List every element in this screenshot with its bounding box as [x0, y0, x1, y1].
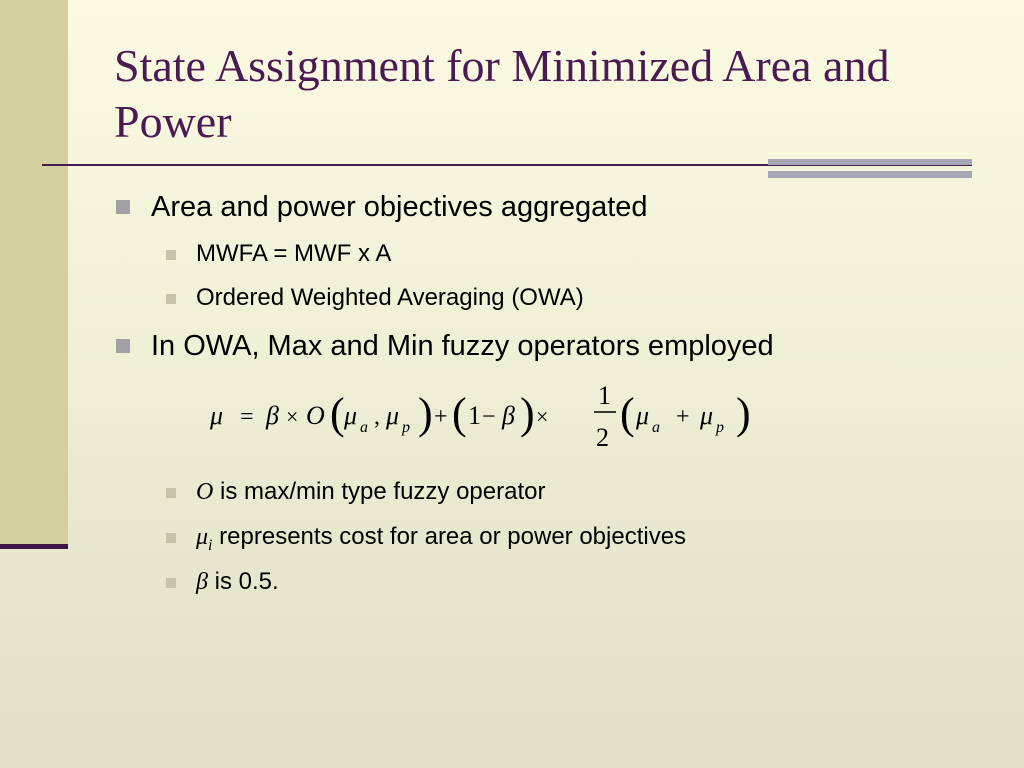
accent-bar-top: [768, 159, 972, 165]
formula-paren-close: ): [520, 389, 535, 438]
bullet-square-icon: [116, 200, 130, 214]
sub-bullet-text: [196, 522, 686, 561]
sub-bullet-text: [196, 567, 279, 597]
formula-sub-a: a: [360, 419, 368, 436]
sub-bullet-square-icon: [166, 578, 176, 588]
formula-sub-p: p: [716, 419, 724, 436]
formula-paren-close: ): [418, 389, 433, 438]
sub-bullet-square-icon: [166, 488, 176, 498]
formula-frac-num: 1: [598, 381, 611, 410]
operator-o-symbol: O: [196, 479, 214, 505]
formula-mu: μ: [210, 401, 224, 430]
formula-times: ×: [286, 404, 299, 429]
sub-bullet-square-icon: [166, 533, 176, 543]
formula-beta: β: [502, 401, 515, 430]
owa-formula: [206, 376, 766, 456]
mu-subscript: i: [208, 536, 213, 554]
bullet-text: Area and power objectives aggregated: [151, 191, 648, 223]
bullet-text: In OWA, Max and Min fuzzy operators employed: [151, 330, 774, 362]
formula-paren-open: (: [330, 389, 345, 438]
sub-bullet-square-icon: [166, 250, 176, 260]
formula-paren-open: (: [452, 389, 467, 438]
formula-operator-o: O: [306, 401, 325, 430]
formula-equals: =: [240, 404, 254, 430]
sub-bullet-square-icon: [166, 294, 176, 304]
formula-paren-open: (: [620, 389, 635, 438]
sub-bullet-label: is 0.5.: [214, 568, 279, 595]
sub-bullet-label: is max/min type fuzzy operator: [220, 478, 546, 505]
sub-bullet-label: represents cost for area or power objectives: [219, 523, 687, 550]
bullet-square-icon: [116, 339, 130, 353]
accent-bar-bottom: [768, 171, 972, 178]
formula-plus: +: [434, 404, 448, 430]
mu-symbol: μ: [196, 524, 209, 550]
formula-beta: β: [266, 401, 279, 430]
formula-mu-p: μ: [386, 401, 400, 430]
formula-sub-p: p: [402, 419, 410, 436]
beta-symbol: β: [196, 569, 208, 595]
formula-paren-close: ): [736, 389, 751, 438]
sub-bullet-text: [196, 477, 545, 507]
sidebar-decoration: [0, 0, 68, 545]
formula-mu-a: μ: [636, 401, 650, 430]
formula-frac-den: 2: [596, 423, 609, 452]
formula-minus: −: [482, 404, 496, 430]
sub-bullet-text: Ordered Weighted Averaging (OWA): [196, 284, 584, 311]
slide-title: State Assignment for Minimized Area and Power: [114, 40, 890, 147]
formula-one: 1: [468, 401, 481, 430]
formula-times: ×: [536, 404, 549, 429]
sidebar-rule: [0, 544, 68, 549]
formula-mu-a: μ: [344, 401, 358, 430]
formula-mu-p: μ: [700, 401, 714, 430]
sub-bullet-text: MWFA = MWF x A: [196, 240, 392, 267]
formula-comma: ,: [374, 404, 380, 430]
formula-plus: +: [676, 404, 690, 430]
formula-sub-a: a: [652, 419, 660, 436]
